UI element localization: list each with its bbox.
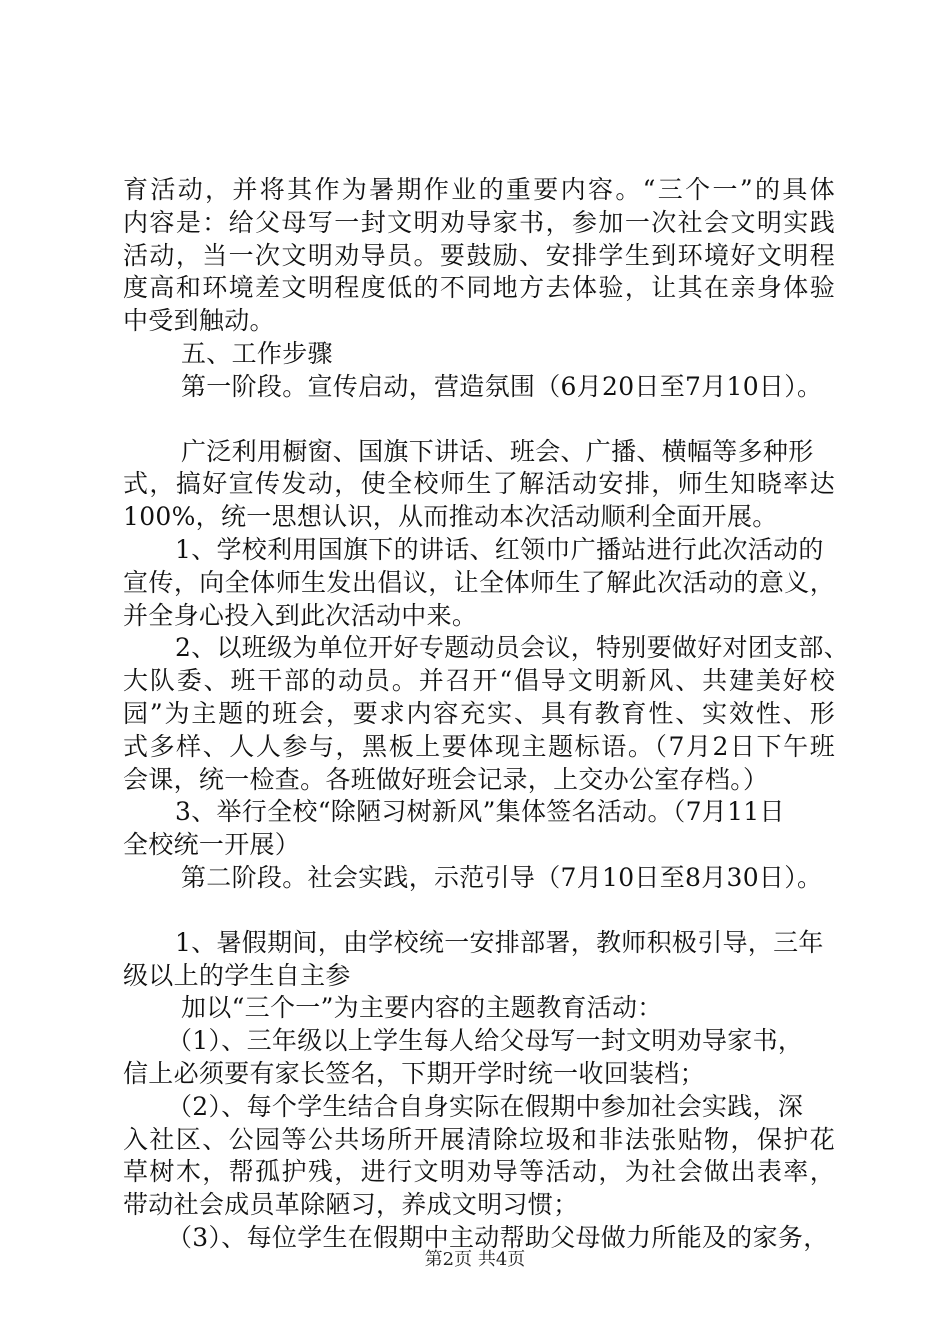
- text-line: 全校统一开展）: [123, 830, 301, 860]
- stage-heading: 第一阶段。宣传启动，营造氛围（6月20日至7月10日）。: [181, 371, 823, 401]
- list-item: 3、举行全校“除陋习树新风”集体签名活动。（7月11日: [175, 797, 785, 827]
- text-line: 式，搞好宣传发动，使全校师生了解活动安排，师生知晓率达: [123, 469, 835, 499]
- text-line: 入社区、公园等公共场所开展清除垃圾和非法张贴物，保护花: [123, 1124, 835, 1154]
- text-line: 并全身心投入到此次活动中来。: [123, 600, 478, 630]
- text-line: 园”为主题的班会，要求内容充实、具有教育性、实效性、形: [123, 698, 835, 728]
- text-line: 广泛利用橱窗、国旗下讲话、班会、广播、横幅等多种形: [181, 436, 814, 466]
- text-line: 育活动，并将其作为暑期作业的重要内容。“三个一”的具体: [123, 175, 835, 204]
- text-line: 大队委、班干部的动员。并召开“倡导文明新风、共建美好校: [123, 666, 835, 696]
- list-item: 2、以班级为单位开好专题动员会议，特别要做好对团支部、: [175, 633, 850, 663]
- text-line: 活动，当一次文明劝导员。要鼓励、安排学生到环境好文明程: [123, 240, 835, 270]
- stage-heading: 第二阶段。社会实践，示范引导（7月10日至8月30日）。: [181, 862, 823, 892]
- document-body: [123, 174, 850, 1255]
- text-line: 内容是：给父母写一封文明劝导家书，参加一次社会文明实践: [123, 207, 835, 237]
- list-item: （1）、三年级以上学生每人给父母写一封文明劝导家书，: [167, 1026, 804, 1056]
- blank-line: [123, 895, 835, 927]
- text-line: 中受到触动。: [123, 306, 275, 336]
- text-line: 带动社会成员革除陋习，养成文明习惯；: [123, 1190, 579, 1220]
- text-line: 加以“三个一”为主要内容的主题教育活动：: [181, 993, 663, 1023]
- blank-line: [123, 404, 835, 436]
- page-number: 第2页 共4页: [424, 1249, 526, 1270]
- section-heading: 五、工作步骤: [181, 338, 333, 368]
- text-line: 信上必须要有家长签名，下期开学时统一收回装档；: [123, 1058, 705, 1088]
- text-line: 草树木，帮孤护残，进行文明劝导等活动，为社会做出表率，: [123, 1157, 835, 1187]
- list-item: （3）、每位学生在假期中主动帮助父母做力所能及的家务，: [167, 1222, 829, 1252]
- text-line: 式多样、人人参与，黑板上要体现主题标语。（7月2日下午班: [123, 731, 835, 761]
- text-line: 度高和环境差文明程度低的不同地方去体验，让其在亲身体验: [123, 273, 835, 303]
- text-line: 100%，统一思想认识，从而推动本次活动顺利全面开展。: [123, 502, 778, 532]
- list-item: 1、暑假期间，由学校统一安排部署，教师积极引导，三年: [175, 927, 824, 957]
- text-line: 级以上的学生自主参: [123, 960, 351, 990]
- text-line: 宣传，向全体师生发出倡议，让全体师生了解此次活动的意义，: [123, 567, 835, 597]
- list-item: （2）、每个学生结合自身实际在假期中参加社会实践，深: [167, 1091, 804, 1121]
- text-line: 会课，统一检查。各班做好班会记录，上交办公室存档。）: [123, 764, 769, 794]
- list-item: 1、学校利用国旗下的讲话、红领巾广播站进行此次活动的: [175, 534, 824, 564]
